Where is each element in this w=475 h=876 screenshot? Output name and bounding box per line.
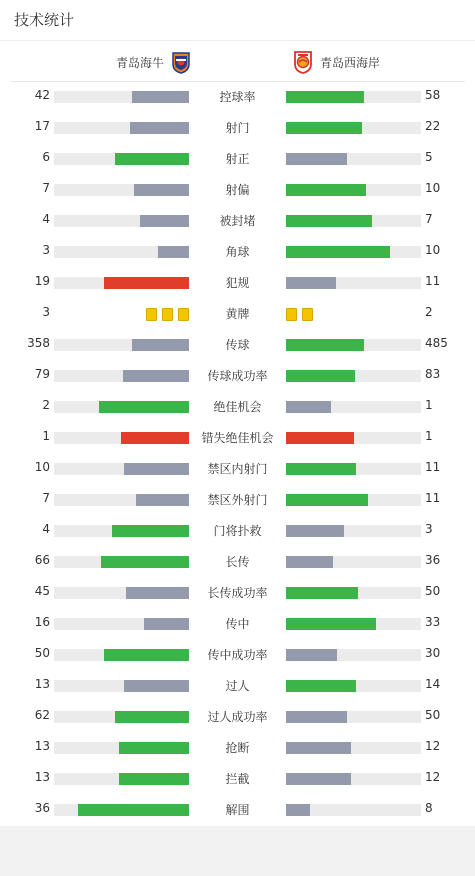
away-stat-bar [286, 401, 331, 413]
away-stat-bar-track [286, 742, 421, 754]
stat-label: 角球 [225, 245, 250, 259]
yellow-card-icon [162, 308, 173, 321]
away-stat-bar-track [286, 804, 421, 816]
home-stat-bar [78, 804, 189, 816]
away-stat-bar-track [286, 277, 421, 289]
away-stat-value: 5 [425, 150, 433, 164]
stat-label: 控球率 [219, 90, 256, 104]
home-stat-bar [101, 556, 189, 568]
away-stat-value: 22 [425, 119, 441, 133]
away-stat-value: 83 [425, 367, 441, 381]
away-stat-bar [286, 525, 344, 537]
home-team[interactable] [116, 49, 192, 75]
home-stat-bar [124, 680, 189, 692]
away-stat-bar [286, 804, 310, 816]
home-stat-bar [140, 215, 189, 227]
home-stat-bar-track [54, 370, 189, 382]
home-stat-bar [112, 525, 189, 537]
stat-label: 犯规 [225, 276, 250, 290]
stat-label: 传中成功率 [207, 648, 268, 662]
stat-row [0, 763, 475, 794]
home-stat-bar [144, 618, 189, 630]
home-stat-bar-track [54, 246, 189, 258]
away-stat-value: 1 [425, 398, 433, 412]
away-stat-bar [286, 680, 356, 692]
stat-label: 传球成功率 [207, 369, 268, 383]
team-header [10, 41, 465, 82]
home-team-logo-icon [170, 50, 192, 74]
home-team-name: 青岛海牛 [115, 55, 164, 70]
home-stat-value: 1 [42, 429, 50, 443]
home-stat-value: 13 [34, 677, 50, 691]
away-stat-bar [286, 122, 362, 134]
stat-row [0, 639, 475, 670]
home-stat-bar [126, 587, 189, 599]
page-title: 技术统计 [0, 0, 475, 41]
home-stat-value: 4 [42, 212, 50, 226]
away-stat-bar-track [286, 246, 421, 258]
home-stat-bar-track [54, 742, 189, 754]
home-stat-bar-track [54, 184, 189, 196]
home-stat-bar-track [54, 804, 189, 816]
stat-row [0, 391, 475, 422]
away-stat-bar-track [286, 401, 421, 413]
stat-row [0, 484, 475, 515]
stat-label: 禁区内射门 [207, 462, 268, 476]
home-stat-bar [121, 432, 189, 444]
home-stat-bar [123, 370, 189, 382]
away-stat-value: 7 [425, 212, 433, 226]
stat-row [0, 360, 475, 391]
away-stat-value: 11 [425, 274, 441, 288]
away-stat-bar-track [286, 711, 421, 723]
home-stat-bar [132, 91, 189, 103]
away-team-logo-icon [292, 50, 314, 74]
home-stat-bar-track [54, 277, 189, 289]
home-stat-value: 19 [34, 274, 50, 288]
home-stat-bar-track [54, 525, 189, 537]
away-stat-bar-track [286, 525, 421, 537]
home-stat-bar [104, 277, 189, 289]
stat-label: 长传成功率 [207, 586, 268, 600]
home-yellow-cards [146, 308, 189, 321]
away-stat-bar [286, 184, 366, 196]
yellow-card-icon [178, 308, 189, 321]
home-stat-value: 13 [34, 739, 50, 753]
away-stat-bar-track [286, 773, 421, 785]
home-stat-bar [119, 742, 189, 754]
home-stat-value: 13 [34, 770, 50, 784]
home-stat-bar [104, 649, 189, 661]
home-stat-bar-track [54, 556, 189, 568]
away-stat-bar-track [286, 339, 421, 351]
away-stat-value: 8 [425, 801, 433, 815]
stat-row [0, 670, 475, 701]
stat-label: 门将扑救 [213, 524, 262, 538]
away-team[interactable] [292, 49, 380, 75]
home-stat-bar-track [54, 618, 189, 630]
stat-row [0, 267, 475, 298]
home-stat-bar [124, 463, 189, 475]
away-stat-bar [286, 773, 351, 785]
away-stat-value: 1 [425, 429, 433, 443]
away-yellow-cards [286, 308, 313, 321]
home-stat-bar [158, 246, 189, 258]
away-stat-bar-track [286, 153, 421, 165]
away-stat-bar [286, 556, 333, 568]
home-stat-value: 2 [42, 398, 50, 412]
away-stat-bar [286, 432, 354, 444]
away-stat-bar-track [286, 91, 421, 103]
home-stat-value: 358 [27, 336, 50, 350]
stat-row [0, 236, 475, 267]
away-stat-value: 3 [425, 522, 433, 536]
away-stat-bar [286, 494, 368, 506]
home-stat-bar [136, 494, 189, 506]
stat-row [0, 81, 475, 112]
home-stat-bar-track [54, 91, 189, 103]
home-stat-value: 79 [34, 367, 50, 381]
away-stat-value: 50 [425, 708, 441, 722]
away-stat-bar-track [286, 184, 421, 196]
home-stat-bar-track [54, 339, 189, 351]
away-stat-bar-track [286, 587, 421, 599]
home-stat-value: 7 [42, 181, 50, 195]
stat-row [0, 329, 475, 360]
stat-label: 长传 [225, 555, 250, 569]
stat-row [0, 794, 475, 825]
away-stat-bar [286, 215, 372, 227]
home-stat-bar [132, 339, 189, 351]
away-stat-value: 485 [425, 336, 448, 350]
home-stat-value: 17 [34, 119, 50, 133]
home-stat-value: 7 [42, 491, 50, 505]
home-stat-bar-track [54, 463, 189, 475]
away-stat-value: 10 [425, 181, 441, 195]
away-stat-bar-track [286, 680, 421, 692]
stat-label: 拦截 [225, 772, 250, 786]
stat-label: 射门 [225, 121, 250, 135]
away-stat-value: 12 [425, 770, 441, 784]
home-stat-value: 10 [34, 460, 50, 474]
home-stat-bar-track [54, 587, 189, 599]
stat-label: 禁区外射门 [207, 493, 268, 507]
yellow-card-icon [286, 308, 297, 321]
stat-row [0, 205, 475, 236]
away-stat-value: 14 [425, 677, 441, 691]
away-stat-bar-track [286, 122, 421, 134]
yellow-card-icon [146, 308, 157, 321]
stat-label: 绝佳机会 [213, 400, 262, 414]
stat-label: 射正 [225, 152, 250, 166]
stat-row [0, 298, 475, 329]
away-stat-bar-track [286, 556, 421, 568]
stat-row [0, 608, 475, 639]
home-stat-bar-track [54, 680, 189, 692]
away-stat-value: 36 [425, 553, 441, 567]
home-stat-bar-track [54, 215, 189, 227]
stat-row [0, 112, 475, 143]
home-stat-value: 42 [34, 88, 50, 102]
away-stat-value: 50 [425, 584, 441, 598]
away-stat-bar [286, 153, 347, 165]
stat-label: 传中 [225, 617, 250, 631]
yellow-card-icon [302, 308, 313, 321]
stat-label: 过人 [225, 679, 250, 693]
stat-label: 传球 [225, 338, 250, 352]
home-stat-bar-track [54, 494, 189, 506]
away-stat-value: 11 [425, 460, 441, 474]
away-stat-bar [286, 742, 351, 754]
away-stat-bar-track [286, 432, 421, 444]
away-stat-bar [286, 246, 390, 258]
stat-row [0, 732, 475, 763]
stat-label: 错失绝佳机会 [201, 431, 274, 445]
stat-row [0, 143, 475, 174]
away-stat-bar [286, 618, 376, 630]
home-stat-bar [130, 122, 189, 134]
away-stat-bar-track [286, 370, 421, 382]
away-stat-bar-track [286, 618, 421, 630]
home-stat-value: 62 [34, 708, 50, 722]
away-stat-bar-track [286, 215, 421, 227]
home-stat-bar [99, 401, 189, 413]
away-stat-value: 12 [425, 739, 441, 753]
stat-row [0, 422, 475, 453]
home-stat-value: 50 [34, 646, 50, 660]
away-team-name: 青岛西海岸 [320, 55, 381, 70]
home-stat-value: 3 [42, 243, 50, 257]
stat-row [0, 546, 475, 577]
home-stat-bar-track [54, 711, 189, 723]
stat-label: 过人成功率 [207, 710, 268, 724]
stat-row [0, 453, 475, 484]
away-stat-bar [286, 277, 336, 289]
away-stat-value: 58 [425, 88, 441, 102]
home-stat-value: 66 [34, 553, 50, 567]
away-stat-bar [286, 370, 355, 382]
home-stat-bar-track [54, 122, 189, 134]
stats-list [0, 81, 475, 825]
away-stat-bar [286, 91, 364, 103]
away-stat-bar-track [286, 649, 421, 661]
stat-row [0, 515, 475, 546]
home-stat-bar [119, 773, 189, 785]
home-stat-value: 45 [34, 584, 50, 598]
home-stat-value: 3 [42, 305, 50, 319]
away-stat-value: 11 [425, 491, 441, 505]
home-stat-value: 4 [42, 522, 50, 536]
home-stat-bar [115, 153, 189, 165]
away-stat-bar [286, 339, 364, 351]
stat-label: 解围 [225, 803, 250, 817]
away-stat-value: 33 [425, 615, 441, 629]
stat-label: 抢断 [225, 741, 250, 755]
home-stat-bar-track [54, 432, 189, 444]
away-stat-bar [286, 463, 356, 475]
away-stat-bar-track [286, 463, 421, 475]
home-stat-bar [134, 184, 189, 196]
away-stat-value: 10 [425, 243, 441, 257]
stat-row [0, 174, 475, 205]
stat-row [0, 701, 475, 732]
home-stat-bar [115, 711, 189, 723]
home-stat-bar-track [54, 153, 189, 165]
away-stat-bar [286, 711, 347, 723]
home-stat-value: 36 [34, 801, 50, 815]
away-stat-bar [286, 649, 337, 661]
home-stat-bar-track [54, 773, 189, 785]
home-stat-value: 6 [42, 150, 50, 164]
stat-row [0, 577, 475, 608]
away-stat-value: 2 [425, 305, 433, 319]
away-stat-bar [286, 587, 358, 599]
away-stat-bar-track [286, 494, 421, 506]
home-stat-bar-track [54, 649, 189, 661]
home-stat-value: 16 [34, 615, 50, 629]
stat-label: 射偏 [225, 183, 250, 197]
stat-label: 黄牌 [225, 307, 250, 321]
away-stat-value: 30 [425, 646, 441, 660]
home-stat-bar-track [54, 401, 189, 413]
stat-label: 被封堵 [219, 214, 256, 228]
